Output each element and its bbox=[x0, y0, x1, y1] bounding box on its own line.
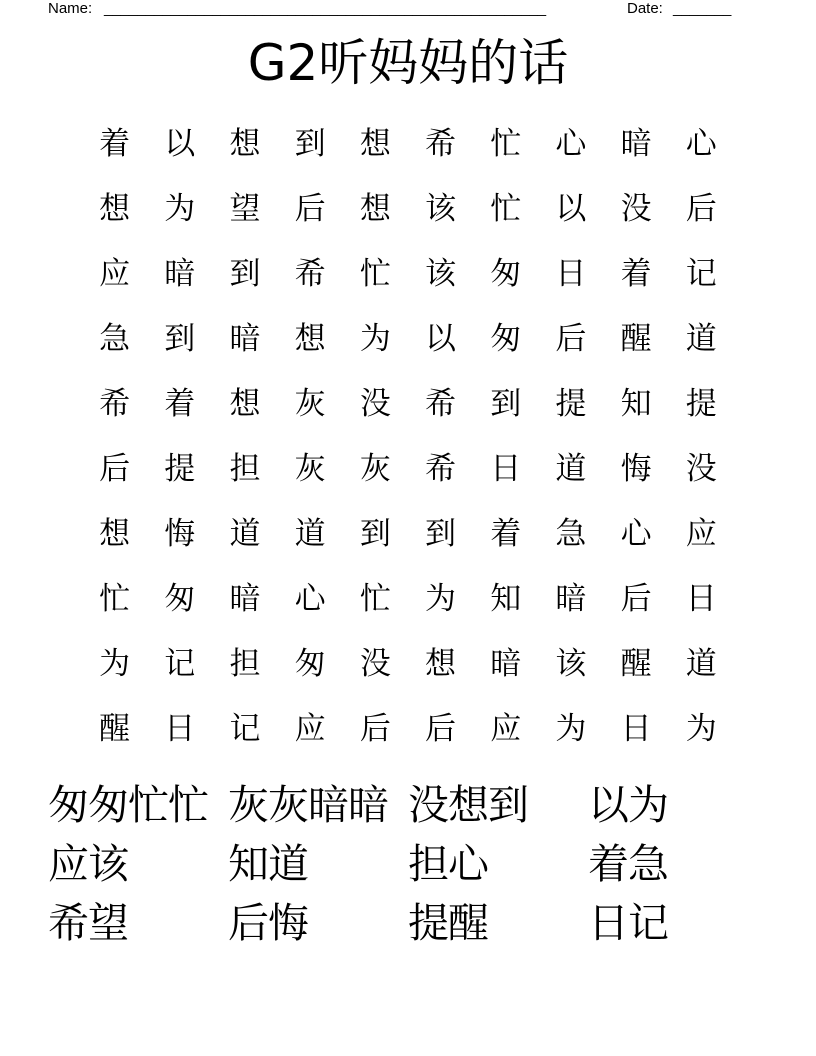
grid-cell[interactable]: 提 bbox=[685, 386, 717, 422]
grid-cell[interactable]: 匆 bbox=[490, 321, 522, 357]
grid-cell[interactable]: 没 bbox=[359, 386, 391, 422]
grid-cell[interactable]: 着 bbox=[490, 516, 522, 552]
grid-cell[interactable]: 为 bbox=[359, 321, 391, 357]
grid-cell[interactable]: 希 bbox=[425, 451, 457, 487]
date-label: Date: bbox=[627, 0, 663, 17]
grid-cell[interactable]: 暗 bbox=[164, 256, 196, 292]
word-bank-item: 知道 bbox=[228, 840, 308, 888]
grid-cell[interactable]: 希 bbox=[425, 386, 457, 422]
grid-cell[interactable]: 暗 bbox=[490, 646, 522, 682]
grid-cell[interactable]: 灰 bbox=[294, 451, 326, 487]
header-line bbox=[48, 0, 748, 20]
word-bank-item: 后悔 bbox=[228, 899, 308, 947]
grid-cell[interactable]: 以 bbox=[555, 191, 587, 227]
word-bank bbox=[48, 776, 768, 953]
grid-cell[interactable]: 悔 bbox=[164, 516, 196, 552]
grid-cell[interactable]: 匆 bbox=[294, 646, 326, 682]
grid-cell[interactable]: 希 bbox=[99, 386, 131, 422]
grid-cell[interactable]: 灰 bbox=[359, 451, 391, 487]
grid-cell[interactable]: 望 bbox=[229, 191, 261, 227]
grid-cell[interactable]: 到 bbox=[425, 516, 457, 552]
grid-cell[interactable]: 着 bbox=[164, 386, 196, 422]
word-bank-item: 没想到 bbox=[408, 781, 528, 829]
grid-cell[interactable]: 应 bbox=[685, 516, 717, 552]
grid-cell[interactable]: 担 bbox=[229, 646, 261, 682]
word-bank-item: 应该 bbox=[48, 840, 128, 888]
grid-cell[interactable]: 着 bbox=[620, 256, 652, 292]
grid-cell[interactable]: 道 bbox=[294, 516, 326, 552]
grid-cell[interactable]: 暗 bbox=[555, 581, 587, 617]
grid-cell[interactable]: 到 bbox=[490, 386, 522, 422]
grid-cell[interactable]: 该 bbox=[555, 646, 587, 682]
grid-cell[interactable]: 悔 bbox=[620, 451, 652, 487]
grid-cell[interactable]: 为 bbox=[164, 191, 196, 227]
grid-cell[interactable]: 忙 bbox=[359, 256, 391, 292]
grid-cell[interactable]: 以 bbox=[425, 321, 457, 357]
grid-cell[interactable]: 为 bbox=[425, 581, 457, 617]
grid-cell[interactable]: 想 bbox=[425, 646, 457, 682]
grid-cell[interactable]: 后 bbox=[620, 581, 652, 617]
grid-cell[interactable]: 想 bbox=[294, 321, 326, 357]
grid-cell[interactable]: 着 bbox=[99, 126, 131, 162]
word-bank-item: 日记 bbox=[588, 899, 668, 947]
grid-cell[interactable]: 想 bbox=[229, 126, 261, 162]
grid-cell[interactable]: 没 bbox=[359, 646, 391, 682]
grid-cell[interactable]: 想 bbox=[99, 191, 131, 227]
word-bank-item: 着急 bbox=[588, 840, 668, 888]
grid-cell[interactable]: 应 bbox=[490, 711, 522, 747]
grid-cell[interactable]: 记 bbox=[229, 711, 261, 747]
grid-cell[interactable]: 后 bbox=[425, 711, 457, 747]
grid-cell[interactable]: 日 bbox=[620, 711, 652, 747]
grid-cell[interactable]: 提 bbox=[164, 451, 196, 487]
grid-cell[interactable]: 记 bbox=[164, 646, 196, 682]
grid-cell[interactable]: 应 bbox=[294, 711, 326, 747]
grid-cell[interactable]: 匆 bbox=[490, 256, 522, 292]
grid-cell[interactable]: 后 bbox=[294, 191, 326, 227]
grid-cell[interactable]: 道 bbox=[229, 516, 261, 552]
grid-cell[interactable]: 知 bbox=[620, 386, 652, 422]
grid-cell[interactable]: 后 bbox=[99, 451, 131, 487]
grid-cell[interactable]: 到 bbox=[164, 321, 196, 357]
word-bank-item: 灰灰暗暗 bbox=[228, 781, 388, 829]
grid-cell[interactable]: 道 bbox=[555, 451, 587, 487]
grid-cell[interactable]: 日 bbox=[164, 711, 196, 747]
grid-cell[interactable]: 记 bbox=[685, 256, 717, 292]
word-bank-item: 提醒 bbox=[408, 899, 488, 947]
grid-cell[interactable]: 暗 bbox=[620, 126, 652, 162]
grid-cell[interactable]: 到 bbox=[229, 256, 261, 292]
grid-cell[interactable]: 该 bbox=[425, 191, 457, 227]
date-blank: _______ bbox=[673, 0, 732, 17]
grid-cell[interactable]: 到 bbox=[294, 126, 326, 162]
grid-cell[interactable]: 后 bbox=[685, 191, 717, 227]
grid-cell[interactable]: 该 bbox=[425, 256, 457, 292]
grid-cell[interactable]: 心 bbox=[294, 581, 326, 617]
grid-cell[interactable]: 想 bbox=[229, 386, 261, 422]
grid-cell[interactable]: 以 bbox=[164, 126, 196, 162]
name-label: Name: bbox=[48, 0, 93, 17]
grid-cell[interactable]: 后 bbox=[359, 711, 391, 747]
grid-cell[interactable]: 想 bbox=[359, 126, 391, 162]
page-title: G2听妈妈的话 bbox=[247, 34, 569, 92]
grid-cell[interactable]: 匆 bbox=[164, 581, 196, 617]
grid-cell[interactable]: 忙 bbox=[99, 581, 131, 617]
word-bank-item: 匆匆忙忙 bbox=[48, 781, 208, 829]
grid-cell[interactable]: 日 bbox=[490, 451, 522, 487]
name-blank: _____________________________________________________ bbox=[104, 0, 547, 17]
grid-cell[interactable]: 后 bbox=[555, 321, 587, 357]
grid-cell[interactable]: 日 bbox=[555, 256, 587, 292]
grid-cell[interactable]: 心 bbox=[685, 126, 717, 162]
grid-cell[interactable]: 心 bbox=[555, 126, 587, 162]
grid-cell[interactable]: 暗 bbox=[229, 581, 261, 617]
grid-cell[interactable]: 知 bbox=[490, 581, 522, 617]
grid-cell[interactable]: 没 bbox=[620, 191, 652, 227]
grid-cell[interactable]: 道 bbox=[685, 646, 717, 682]
word-bank-item: 担心 bbox=[408, 840, 488, 888]
grid-cell[interactable]: 心 bbox=[620, 516, 652, 552]
grid-cell[interactable]: 暗 bbox=[229, 321, 261, 357]
grid-cell[interactable]: 希 bbox=[425, 126, 457, 162]
grid-cell[interactable]: 没 bbox=[685, 451, 717, 487]
grid-cell[interactable]: 醒 bbox=[620, 321, 652, 357]
grid-cell[interactable]: 希 bbox=[294, 256, 326, 292]
word-bank-item: 希望 bbox=[48, 899, 128, 947]
grid-cell[interactable]: 道 bbox=[685, 321, 717, 357]
grid-cell[interactable]: 忙 bbox=[359, 581, 391, 617]
word-bank-item: 以为 bbox=[588, 781, 668, 829]
grid-cell[interactable]: 忙 bbox=[490, 191, 522, 227]
grid-cell[interactable]: 想 bbox=[99, 516, 131, 552]
grid-cell[interactable]: 提 bbox=[555, 386, 587, 422]
grid-cell[interactable]: 为 bbox=[99, 646, 131, 682]
grid-cell[interactable]: 为 bbox=[555, 711, 587, 747]
grid-cell[interactable]: 忙 bbox=[490, 126, 522, 162]
grid-cell[interactable]: 急 bbox=[555, 516, 587, 552]
grid-cell[interactable]: 醒 bbox=[99, 711, 131, 747]
grid-cell[interactable]: 到 bbox=[359, 516, 391, 552]
grid-cell[interactable]: 想 bbox=[359, 191, 391, 227]
grid-cell[interactable]: 担 bbox=[229, 451, 261, 487]
grid-cell[interactable]: 应 bbox=[99, 256, 131, 292]
grid-cell[interactable]: 醒 bbox=[620, 646, 652, 682]
grid-cell[interactable]: 灰 bbox=[294, 386, 326, 422]
grid-cell[interactable]: 日 bbox=[685, 581, 717, 617]
grid-cell[interactable]: 急 bbox=[99, 321, 131, 357]
grid-cell[interactable]: 为 bbox=[685, 711, 717, 747]
word-search-grid bbox=[82, 112, 734, 762]
